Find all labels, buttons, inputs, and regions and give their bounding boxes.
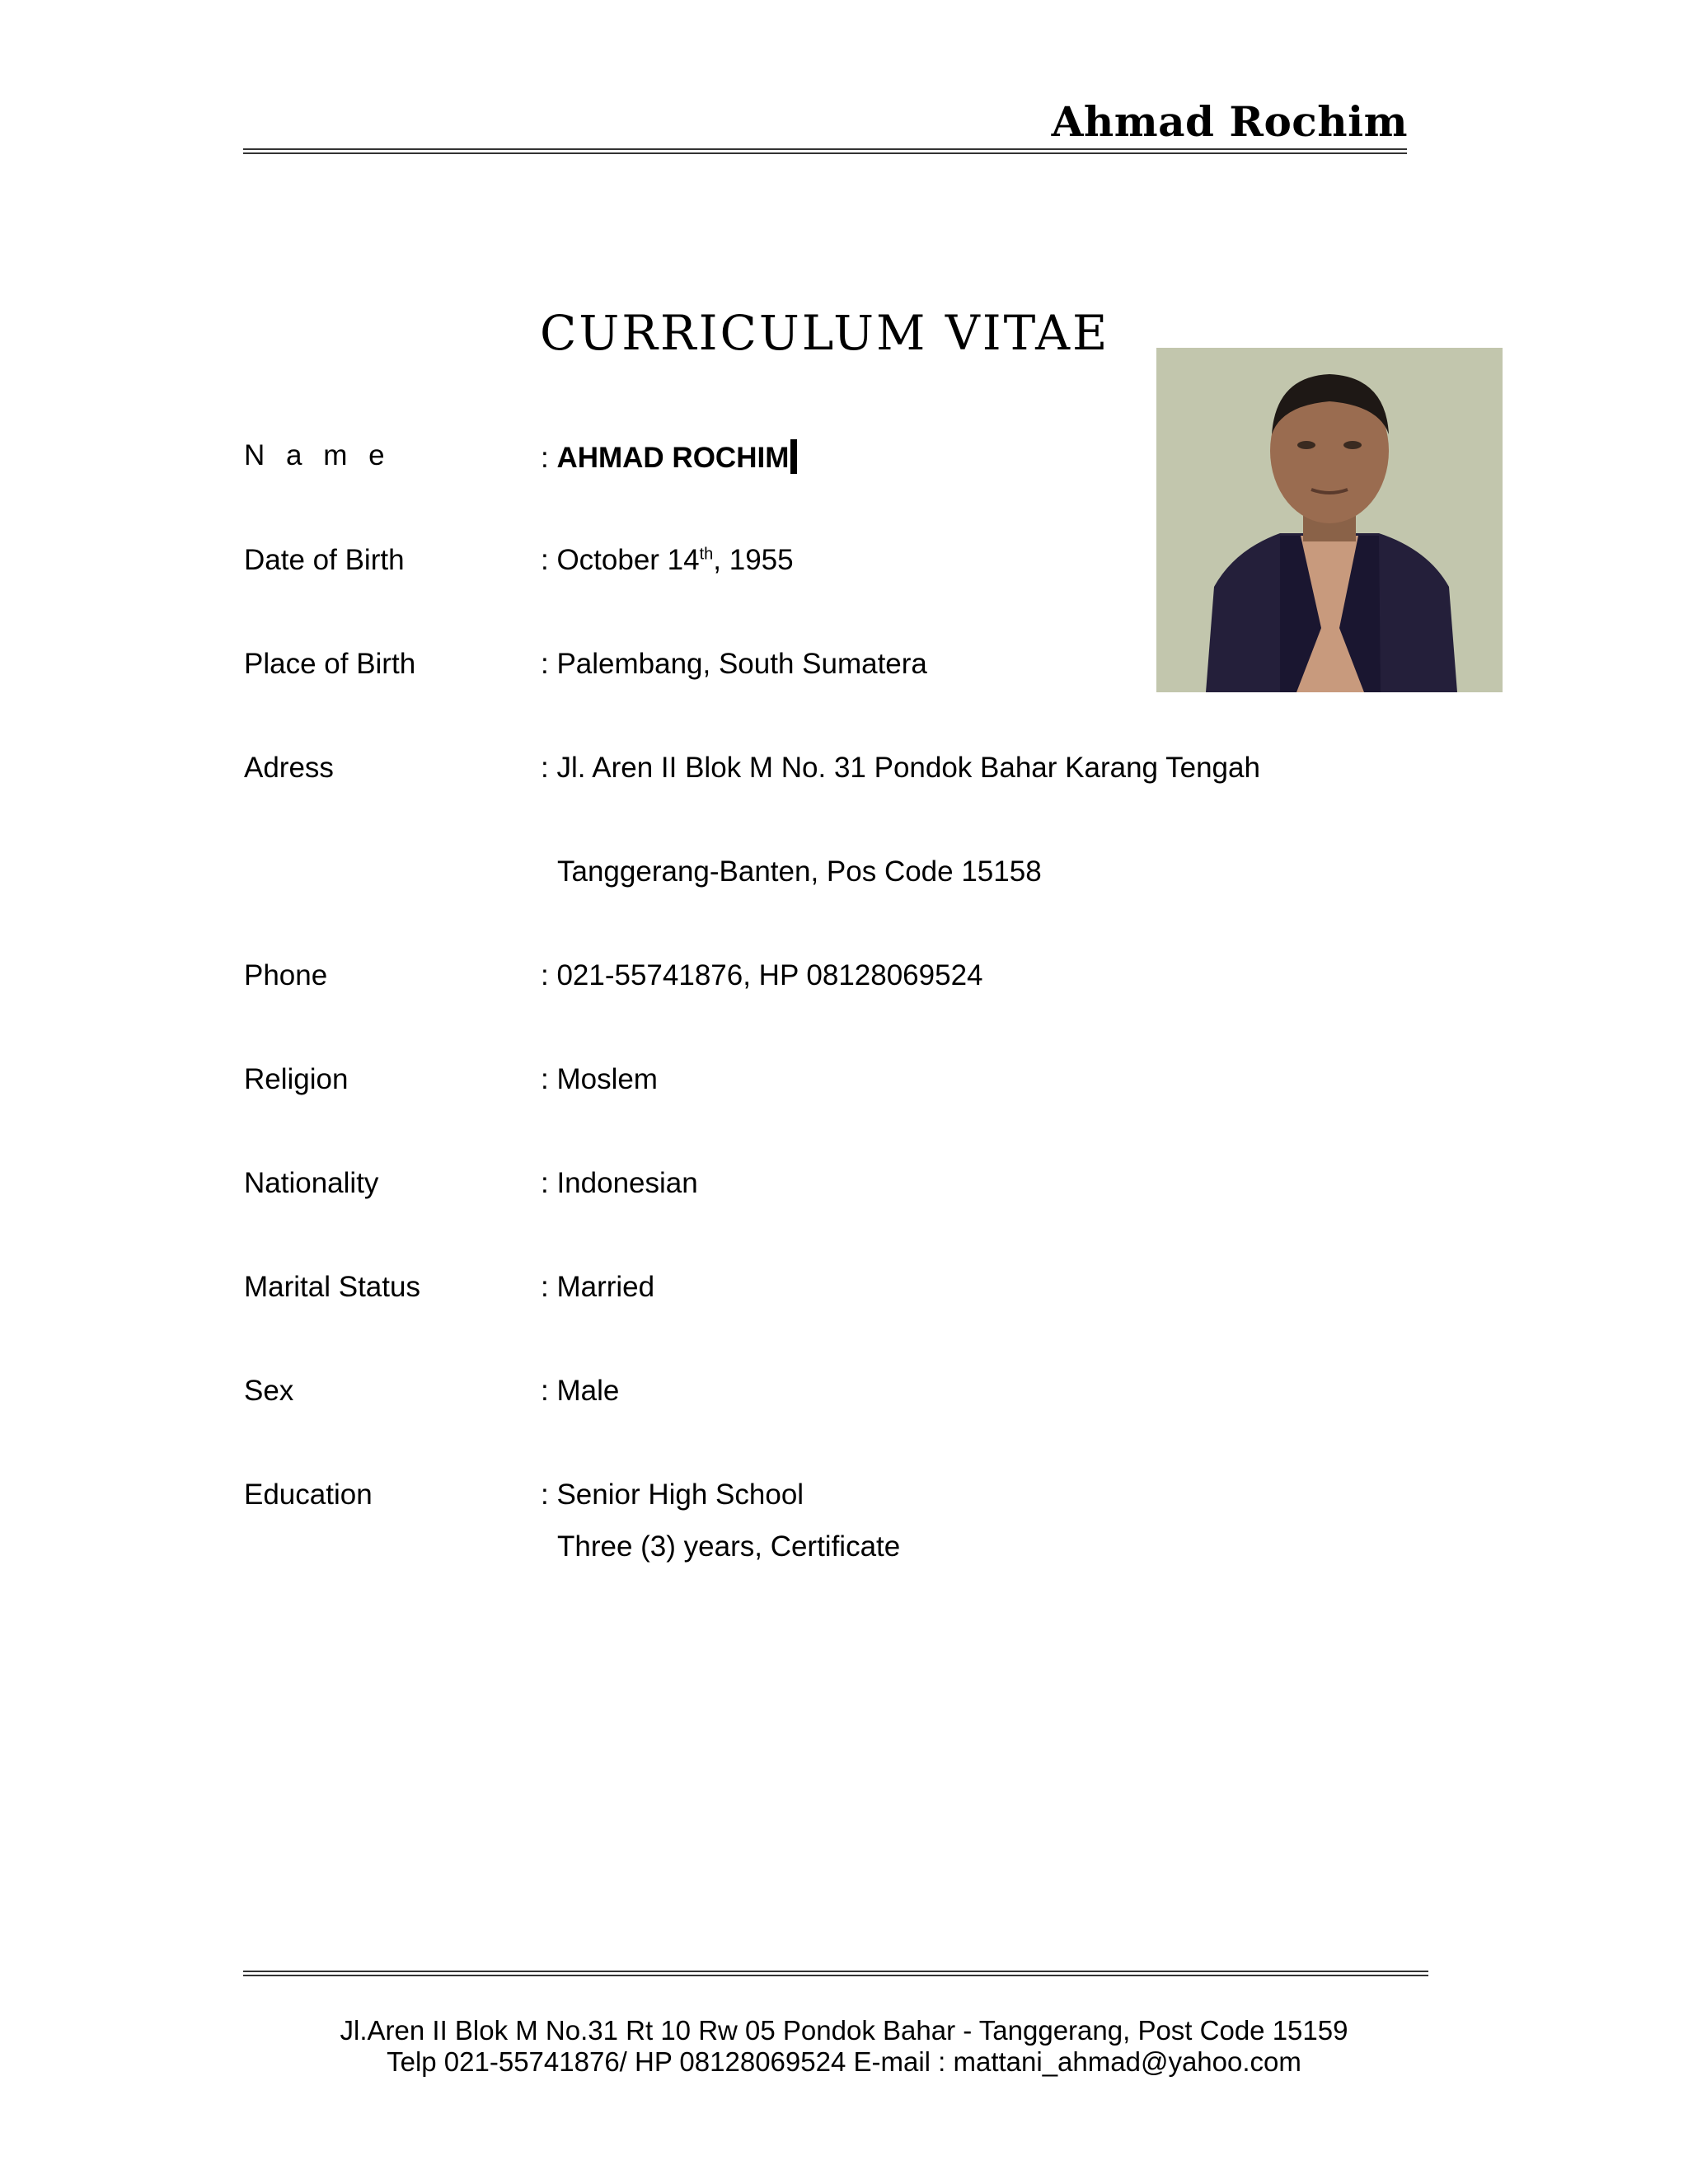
field-address-label: Adress xyxy=(244,752,334,784)
profile-photo xyxy=(1156,348,1503,692)
field-sex-label: Sex xyxy=(244,1375,294,1407)
footer-contact: Telp 021-55741876/ HP 08128069524 E-mail : mattani_ahmad@yahoo.com xyxy=(387,2046,1301,2077)
field-religion-value: : Moslem xyxy=(541,1063,658,1095)
field-address-value2: Tanggerang-Banten, Pos Code 15158 xyxy=(557,855,1042,888)
header-rule xyxy=(243,148,1407,154)
field-pob-value: : Palembang, South Sumatera xyxy=(541,648,927,680)
field-education-value2: Three (3) years, Certificate xyxy=(557,1530,901,1563)
field-nationality-value: : Indonesian xyxy=(541,1167,698,1199)
field-sex-value: : Male xyxy=(541,1375,620,1407)
field-name-label: N a m e xyxy=(244,439,392,471)
field-dob-value: : October 14th, 1955 xyxy=(541,544,794,576)
field-name-value: : AHMAD ROCHIM xyxy=(541,439,797,475)
field-marital-value: : Married xyxy=(541,1271,655,1303)
field-marital-label: Marital Status xyxy=(244,1271,420,1303)
footer-address: Jl.Aren II Blok M No.31 Rt 10 Rw 05 Pondok Bahar - Tanggerang, Post Code 15159 xyxy=(340,2015,1348,2046)
field-dob-label: Date of Birth xyxy=(244,544,405,576)
field-phone-value: : 021-55741876, HP 08128069524 xyxy=(541,959,983,991)
field-address-value: : Jl. Aren II Blok M No. 31 Pondok Bahar Karang Tengah xyxy=(541,752,1260,784)
field-education-label: Education xyxy=(244,1479,373,1511)
header-name: Ahmad Rochim xyxy=(1051,97,1408,146)
field-education-value: : Senior High School xyxy=(541,1479,804,1511)
field-nationality-label: Nationality xyxy=(244,1167,379,1199)
field-pob-label: Place of Birth xyxy=(244,648,416,680)
text-cursor xyxy=(790,439,797,474)
document-title: CURRICULUM VITAE xyxy=(540,305,1110,361)
field-religion-label: Religion xyxy=(244,1063,349,1095)
footer-rule xyxy=(243,1971,1428,1976)
field-phone-label: Phone xyxy=(244,959,328,991)
